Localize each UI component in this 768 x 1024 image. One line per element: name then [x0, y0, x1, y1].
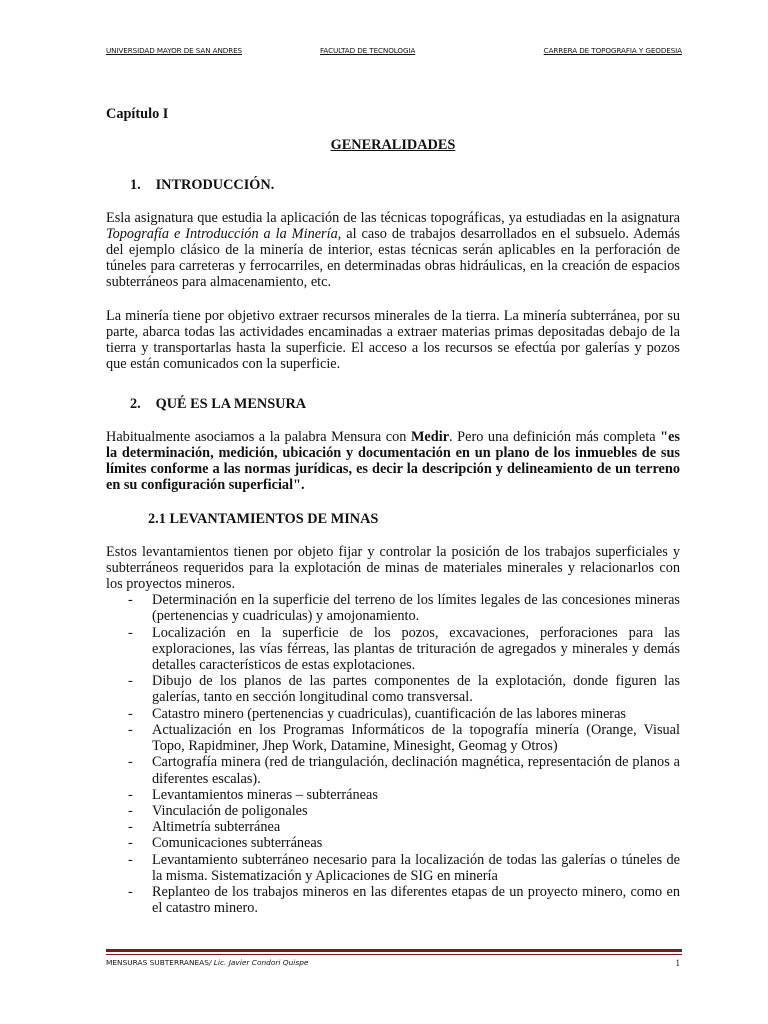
- footer-course-title: MENSURAS SUBTERRANEAS: [106, 958, 209, 967]
- list-item-text: Replanteo de los trabajos mineros en las diferentes etapas de un proyecto minero, como en el catastro minero.: [152, 883, 680, 917]
- list-item: [106, 592, 680, 624]
- chapter-title: GENERALIDADES: [330, 137, 456, 154]
- list-item: [106, 819, 680, 835]
- levantamientos-list: [106, 592, 680, 916]
- list-item-text: Vinculación de poligonales: [152, 802, 308, 819]
- list-item-text: Actualización en los Programas Informáticos de la topografía minería (Orange, Visual Topo, Rapidminer, Jhep Work, Datamine, Minesight, Geomag y Otros): [152, 721, 680, 755]
- list-bullet-dash: -: [128, 754, 133, 771]
- list-item-text: Localización en la superficie de los pozos, excavaciones, perforaciones para las exploraciones, las vías férreas, las plantas de trituración de agregados y minerales y demás detalles característicos de estas explotaciones.: [152, 624, 680, 674]
- section-number: 2.: [130, 396, 141, 413]
- mensura-paragraph: [106, 429, 680, 494]
- section-heading-introduccion: [130, 177, 680, 193]
- section-heading-mensura: [130, 396, 680, 412]
- intro-paragraph-2: La minería tiene por objetivo extraer recursos minerales de la tierra. La minería subterránea, por su parte, abarca todas las actividades encaminadas a extraer materias primas depositadas debajo de la tierra y transportarlas hasta la superficie. El acceso a los recursos se efectúa por galerías y pozos que están comunicados con la superficie.: [106, 307, 680, 373]
- list-bullet-dash: -: [128, 786, 133, 803]
- list-item: [106, 722, 680, 754]
- document-body: [106, 106, 680, 916]
- list-item: [106, 673, 680, 705]
- footer-rule-thin: [106, 954, 682, 955]
- bold-definition: "es la determinación, medición, ubicación y documentación en un plano de los inmuebles de sus límites conforme a las normas jurídicas, es decir la descripción y delineamiento de un terreno en su configuración superficial".: [106, 428, 680, 494]
- list-item: [106, 835, 680, 851]
- text-run: , al caso de trabajos desarrollados en el subsuelo. Además del ejemplo clásico de la minería de interior, estas técnicas serán aplicables en la perforación de túneles para carreteras y ferrocarriles, en determinadas obras hidráulicas, en la creación de espacios subterráneos para almacenamiento, etc.: [106, 225, 680, 291]
- list-bullet-dash: -: [128, 673, 133, 690]
- list-item-text: Levantamiento subterráneo necesario para la localización de todas las galerías o túneles de la misma. Sistematización y Aplicaciones de SIG en minería: [152, 851, 680, 884]
- section-number: 1.: [130, 177, 141, 194]
- list-item-text: Cartografía minera (red de triangulación, declinación magnética, representación de planos a diferentes escalas).: [152, 754, 680, 787]
- list-item: [106, 884, 680, 916]
- italic-course-name: Topografía e Introducción a la Minería: [106, 225, 338, 242]
- list-item-text: Altimetría subterránea: [152, 819, 281, 836]
- list-bullet-dash: -: [128, 721, 133, 738]
- footer-rule-thick: [106, 949, 682, 952]
- text-run: Esla asignatura que estudia la aplicación de las técnicas topográficas, ya estudiadas en la asignatura: [106, 209, 680, 226]
- footer-author: / Lic. Javier Condori Quispe: [208, 958, 309, 967]
- list-item: [106, 754, 680, 786]
- list-item: [106, 787, 680, 803]
- list-bullet-dash: -: [128, 802, 133, 819]
- text-run: Habitualmente asociamos a la palabra Mensura con: [106, 428, 411, 445]
- list-bullet-dash: -: [128, 819, 133, 836]
- list-item: [106, 706, 680, 722]
- header-university: UNIVERSIDAD MAYOR DE SAN ANDRES: [106, 46, 242, 55]
- section-heading-text: INTRODUCCIÓN.: [155, 177, 275, 194]
- list-item-text: Determinación en la superficie del terreno de los límites legales de las concesiones mineras (pertenencias y cuadriculas) y amojonamiento.: [152, 592, 680, 625]
- list-bullet-dash: -: [128, 592, 133, 609]
- list-item-text: Levantamientos mineras – subterráneas: [152, 786, 378, 803]
- list-item-text: Comunicaciones subterráneas: [152, 835, 323, 852]
- list-item: [106, 803, 680, 819]
- list-bullet-dash: -: [128, 624, 133, 641]
- list-item: [106, 625, 680, 674]
- list-bullet-dash: -: [128, 851, 133, 868]
- page-number: 1: [675, 958, 680, 968]
- subsection-heading-levantamientos: 2.1 LEVANTAMIENTOS DE MINAS: [148, 511, 379, 528]
- section-heading-text: QUÉ ES LA MENSURA: [155, 396, 307, 413]
- bold-term: Medir: [410, 428, 450, 445]
- list-bullet-dash: -: [128, 835, 133, 852]
- intro-paragraph-1: [106, 210, 680, 291]
- header-career: CARRERA DE TOPOGRAFIA Y GEODESIA: [543, 46, 682, 55]
- levantamientos-intro: Estos levantamientos tienen por objeto fijar y controlar la posición de los trabajos superficiales y subterráneos requeridos para la explotación de minas de materiales minerales y relacionarlos con los proyectos mineros.: [106, 543, 680, 593]
- chapter-label: Capítulo I: [106, 106, 169, 122]
- text-run: . Pero una definición más completa: [449, 428, 661, 445]
- list-item-text: Catastro minero (pertenencias y cuadriculas), cuantificación de las labores mineras: [152, 705, 626, 722]
- list-bullet-dash: -: [128, 705, 133, 722]
- list-item-text: Dibujo de los planos de las partes componentes de la explotación, donde figuren las galerías, tanto en sección longitudinal como transversal.: [152, 673, 680, 706]
- header-faculty: FACULTAD DE TECNOLOGIA: [320, 46, 416, 55]
- list-item: [106, 852, 680, 884]
- page-footer: [106, 958, 682, 967]
- list-bullet-dash: -: [128, 883, 133, 900]
